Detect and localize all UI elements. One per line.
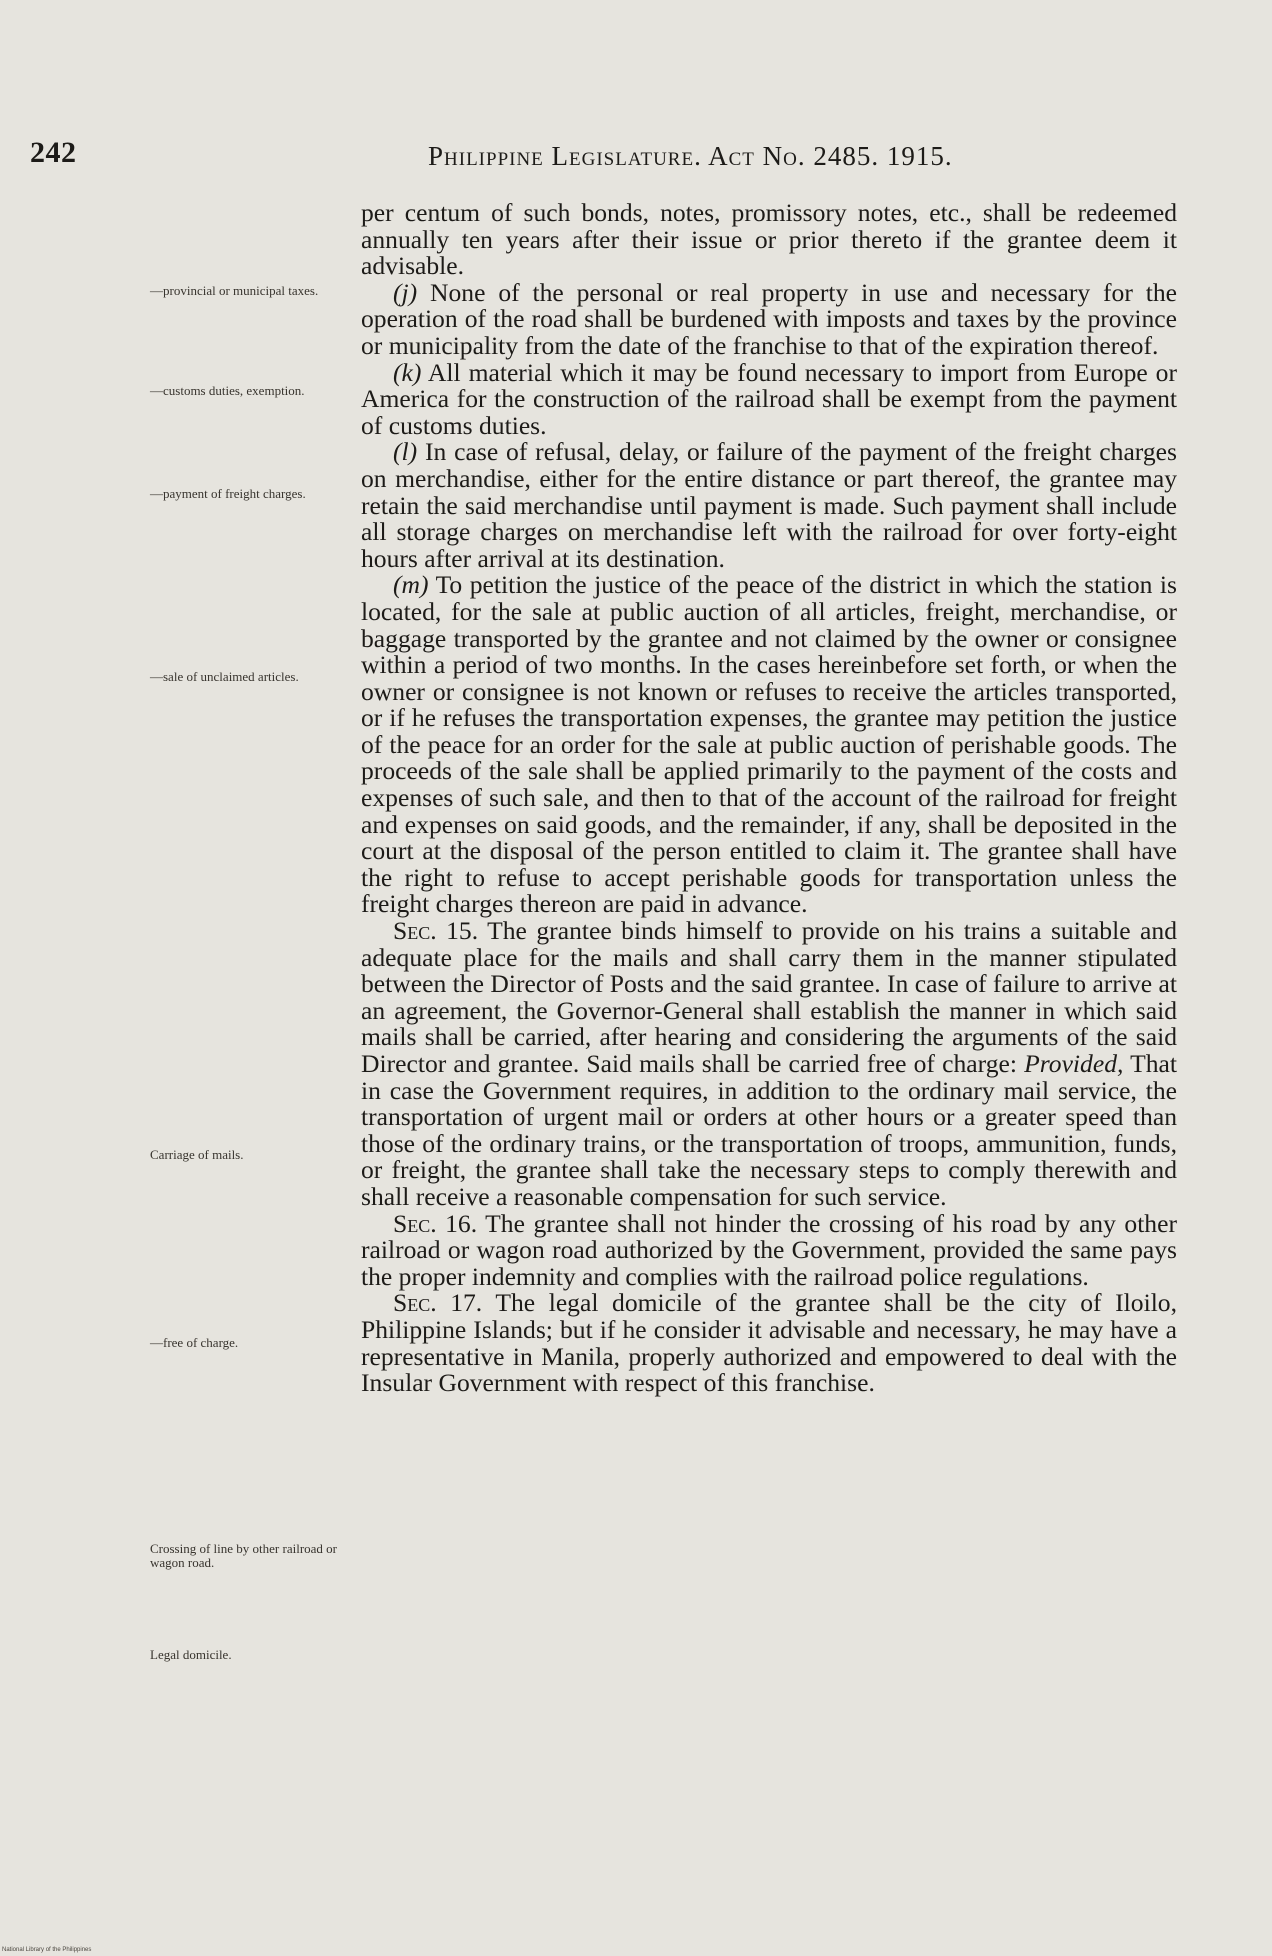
paragraph-lead: (j) bbox=[393, 277, 418, 307]
paragraph-text: The legal domicile of the grantee shall be the city of Iloilo, Philippine Islands; but if he consider it advisable and necessary, he may have a representative in Manila, properly authorized and empowered to deal with the Insular Government with respect of this franchise. bbox=[361, 1288, 1177, 1398]
margin-note-legal-domicile: Legal domicile. bbox=[150, 1647, 232, 1662]
margin-note-crossing-of-line: Crossing of line by other railroad or wagon road. bbox=[150, 1541, 338, 1570]
page-number: 242 bbox=[30, 136, 77, 169]
paragraph-m bbox=[361, 572, 1177, 918]
body-text bbox=[361, 200, 1177, 1397]
section-16 bbox=[361, 1208, 1177, 1291]
paragraph-text: All material which it may be found necessary to import from Europe or America for the construction of the railroad shall be exempt from the payment of customs duties. bbox=[361, 357, 1177, 440]
paragraph-text: The grantee binds himself to provide on his trains a suitable and adequate place for the mails and shall carry them in the manner stipulated between the Director of Posts and the said grantee. In case of failure to arrive at an agreement, the Governor-General shall establish the manner in which said mails shall be carried, after hearing and considering the arguments of the said Director and grantee. Said mails shall be carried free of charge: bbox=[361, 916, 1177, 1078]
margin-note-freight-charges: —payment of freight charges. bbox=[150, 486, 306, 501]
section-17 bbox=[361, 1290, 1177, 1396]
paragraph-text: per centum of such bonds, notes, promissory notes, etc., shall be redeemed annually ten years after their issue or prior thereto if the grantee deem it advisable. bbox=[361, 198, 1177, 281]
paragraph-bonds bbox=[361, 200, 1177, 280]
section-lead: Sec. 16. bbox=[393, 1208, 478, 1238]
section-15 bbox=[361, 918, 1177, 1211]
paragraph-lead: (k) bbox=[393, 357, 422, 387]
paragraph-lead: (m) bbox=[393, 570, 429, 600]
margin-note-free-of-charge: —free of charge. bbox=[150, 1335, 239, 1350]
section-lead: Sec. 15. bbox=[393, 916, 479, 946]
paragraph-j bbox=[361, 277, 1177, 360]
paragraph-l bbox=[361, 439, 1177, 572]
margin-note-unclaimed-articles: —sale of unclaimed articles. bbox=[150, 669, 299, 684]
paragraph-text: The grantee shall not hinder the crossing of his road by any other railroad or wagon road authorized by the Government, provided the same pays the proper indemnity and complies with the railroad police regulations. bbox=[361, 1208, 1177, 1291]
section-lead: Sec. 17. bbox=[393, 1288, 483, 1318]
paragraph-lead: (l) bbox=[393, 437, 418, 467]
paragraph-text: None of the personal or real property in use and necessary for the operation of the road shall be burdened with imposts and taxes by the province or municipality from the date of the franchise to that of the expiration thereof. bbox=[361, 277, 1177, 360]
paragraph-text-tail: That in case the Government requires, in addition to the ordinary mail service, the transportation of urgent mail or orders at other hours or a greater speed than those of the ordinary trains, or the transportation of troops, ammunition, funds, or freight, the grantee shall take the necessary steps to comply therewith and shall receive a reasonable compensation for such service. bbox=[361, 1049, 1177, 1211]
paragraph-italic: Provided, bbox=[1024, 1049, 1124, 1078]
margin-note-customs-duties: —customs duties, exemption. bbox=[150, 383, 305, 398]
running-head: Philippine Legislature. Act No. 2485. 1915. bbox=[428, 141, 953, 171]
footer-credit: National Library of the Philippines bbox=[2, 1947, 92, 1953]
paragraph-k bbox=[361, 357, 1177, 440]
paragraph-text: To petition the justice of the peace of the district in which the station is located, for the sale at public auction of all articles, freight, merchandise, or baggage transported by the grantee and not claimed by the owner or consignee within a period of two months. In the cases hereinbefore set forth, or when the owner or consignee is not known or refuses to receive the articles transported, or if he refuses the transportation expenses, the grantee may petition the justice of the peace for an order for the sale at public auction of perishable goods. The proceeds of the sale shall be applied primarily to the payment of the costs and expenses of such sale, and then to that of the account of the railroad for freight and expenses on said goods, and the remainder, if any, shall be deposited in the court at the disposal of the person entitled to claim it. The grantee shall have the right to refuse to accept perishable goods for transportation unless the freight charges thereon are paid in advance. bbox=[361, 570, 1177, 919]
margin-note-carriage-of-mails: Carriage of mails. bbox=[150, 1147, 244, 1162]
paragraph-text: In case of refusal, delay, or failure of the payment of the freight charges on merchandise, either for the entire distance or part thereof, the grantee may retain the said merchandise until payment is made. Such payment shall include all storage charges on merchandise left with the railroad for over forty-eight hours after arrival at its destination. bbox=[361, 437, 1177, 573]
margin-note-provincial-taxes: —provincial or municipal taxes. bbox=[150, 283, 319, 298]
